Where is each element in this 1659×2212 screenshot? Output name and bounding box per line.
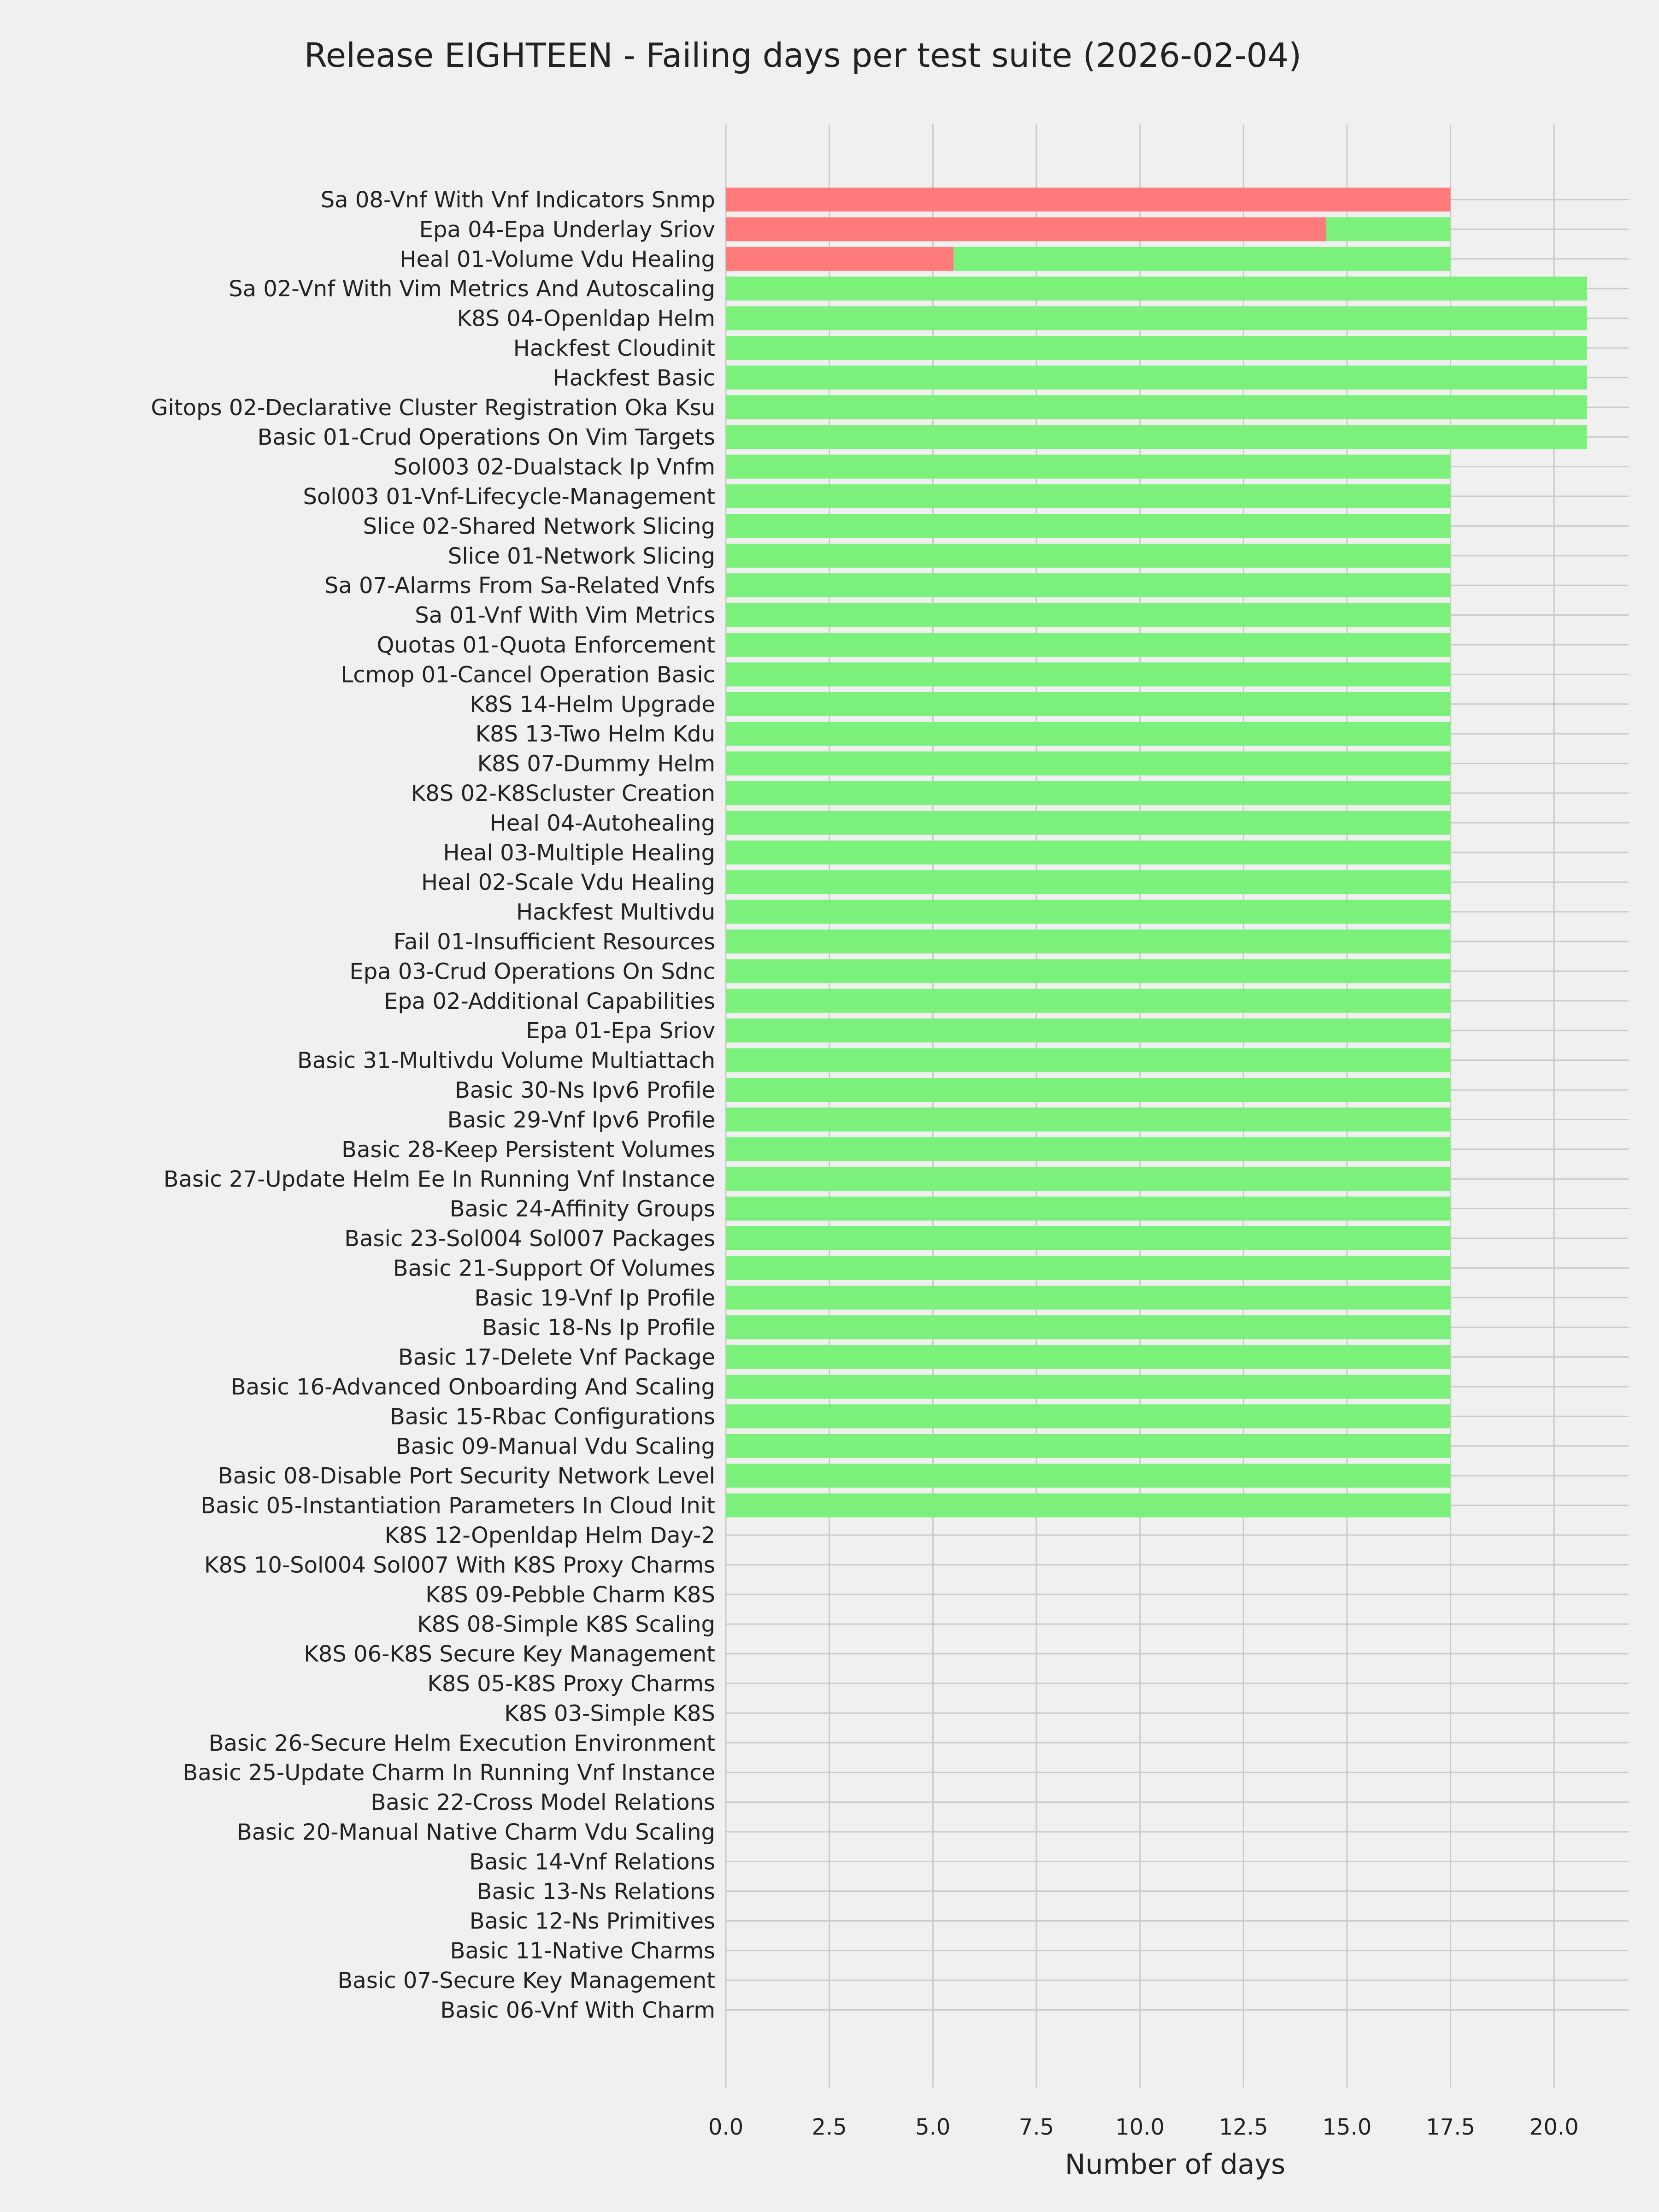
y-tick-label: K8S 05-K8S Proxy Charms bbox=[427, 1671, 715, 1697]
bar-passing bbox=[726, 1315, 1451, 1339]
y-tick-label: Basic 08-Disable Port Security Network Level bbox=[218, 1463, 715, 1489]
y-tick-label: Basic 12-Ns Primitives bbox=[469, 1908, 715, 1935]
bar-passing bbox=[726, 811, 1451, 835]
y-tick-label: Sa 08-Vnf With Vnf Indicators Snmp bbox=[320, 187, 715, 213]
y-tick-label: Basic 29-Vnf Ipv6 Profile bbox=[447, 1107, 715, 1133]
y-tick-label: Basic 14-Vnf Relations bbox=[469, 1849, 715, 1875]
bar-passing bbox=[726, 1345, 1451, 1369]
bar-passing bbox=[953, 247, 1450, 271]
y-tick-label: Heal 02-Scale Vdu Healing bbox=[421, 870, 715, 896]
bar-passing bbox=[726, 1286, 1451, 1310]
y-tick-label: Sol003 01-Vnf-Lifecycle-Management bbox=[303, 484, 715, 510]
bar-passing bbox=[726, 870, 1451, 894]
bar-passing bbox=[726, 455, 1451, 479]
bar-passing bbox=[726, 544, 1451, 568]
bar-passing bbox=[726, 336, 1587, 360]
x-tick-labels bbox=[708, 2114, 1579, 2140]
x-tick-label: 0.0 bbox=[708, 2114, 744, 2140]
y-tick-label: K8S 09-Pebble Charm K8S bbox=[425, 1582, 715, 1608]
bar-passing bbox=[726, 1464, 1451, 1488]
y-tick-label: Basic 15-Rbac Configurations bbox=[389, 1404, 715, 1430]
bar-passing bbox=[726, 1404, 1451, 1428]
y-tick-label: Hackfest Basic bbox=[553, 365, 715, 391]
y-tick-label: Basic 19-Vnf Ip Profile bbox=[474, 1285, 715, 1311]
y-tick-label: K8S 07-Dummy Helm bbox=[477, 751, 715, 777]
y-tick-label: Hackfest Cloudinit bbox=[513, 335, 715, 361]
bar-passing bbox=[726, 633, 1451, 657]
y-tick-label: K8S 10-Sol004 Sol007 With K8S Proxy Charms bbox=[204, 1552, 715, 1578]
bar-passing bbox=[726, 1494, 1451, 1518]
bar-passing bbox=[726, 573, 1451, 597]
y-tick-label: K8S 06-K8S Secure Key Management bbox=[304, 1641, 715, 1667]
y-tick-label: Basic 11-Native Charms bbox=[450, 1938, 715, 1964]
bar-passing bbox=[726, 306, 1587, 330]
y-tick-label: Basic 06-Vnf With Charm bbox=[440, 1997, 715, 2024]
y-tick-label: K8S 14-Helm Upgrade bbox=[470, 691, 715, 718]
bar-passing bbox=[726, 365, 1587, 389]
bar-failing bbox=[726, 247, 953, 271]
bar-passing bbox=[726, 1434, 1451, 1458]
y-tick-label: Gitops 02-Declarative Cluster Registration Oka Ksu bbox=[151, 394, 715, 421]
y-tick-label: Heal 03-Multiple Healing bbox=[443, 840, 715, 866]
bar-passing bbox=[726, 1107, 1451, 1131]
bar-passing bbox=[726, 989, 1451, 1013]
y-tick-label: Basic 05-Instantiation Parameters In Cloud Init bbox=[200, 1493, 715, 1519]
y-tick-label: Basic 27-Update Helm Ee In Running Vnf Instance bbox=[163, 1166, 715, 1193]
bar-passing bbox=[726, 722, 1451, 746]
y-tick-label: Basic 26-Secure Helm Execution Environment bbox=[208, 1730, 715, 1756]
bar-passing bbox=[726, 900, 1451, 924]
bar-passing bbox=[726, 514, 1451, 538]
bar-passing bbox=[726, 781, 1451, 805]
x-tick-label: 2.5 bbox=[812, 2114, 847, 2140]
y-tick-label: Epa 04-Epa Underlay Sriov bbox=[419, 217, 715, 243]
y-tick-label: Basic 24-Affinity Groups bbox=[449, 1196, 715, 1222]
bar-passing bbox=[726, 1226, 1451, 1250]
bar-passing bbox=[726, 1137, 1451, 1161]
y-tick-label: Basic 01-Crud Operations On Vim Targets bbox=[257, 424, 715, 451]
bar-passing bbox=[726, 662, 1451, 686]
bar-passing bbox=[726, 1375, 1451, 1399]
bar-passing bbox=[726, 930, 1451, 953]
y-tick-label: Sa 02-Vnf With Vim Metrics And Autoscaling bbox=[229, 276, 715, 302]
x-axis-label: Number of days bbox=[1065, 2148, 1286, 2181]
y-tick-label: Slice 01-Network Slicing bbox=[447, 543, 715, 569]
y-tick-label: Epa 02-Additional Capabilities bbox=[383, 988, 715, 1014]
bar-passing bbox=[726, 1256, 1451, 1280]
bar-passing bbox=[726, 692, 1451, 716]
x-tick-label: 7.5 bbox=[1018, 2114, 1054, 2140]
bar-passing bbox=[726, 484, 1451, 508]
bar-passing bbox=[726, 395, 1587, 419]
y-tick-label: Heal 04-Autohealing bbox=[489, 810, 715, 836]
y-tick-label: K8S 04-Openldap Helm bbox=[457, 306, 715, 332]
bar-passing bbox=[726, 603, 1451, 627]
y-tick-labels bbox=[151, 187, 715, 2023]
y-tick-label: Epa 03-Crud Operations On Sdnc bbox=[349, 959, 715, 985]
bar-passing bbox=[726, 1167, 1451, 1191]
y-tick-label: Epa 01-Epa Sriov bbox=[526, 1018, 715, 1044]
y-tick-label: K8S 03-Simple K8S bbox=[504, 1700, 715, 1727]
y-tick-label: Basic 17-Delete Vnf Package bbox=[398, 1344, 715, 1371]
y-tick-label: K8S 08-Simple K8S Scaling bbox=[417, 1612, 715, 1638]
x-tick-label: 20.0 bbox=[1529, 2114, 1579, 2140]
y-tick-label: Slice 02-Shared Network Slicing bbox=[363, 513, 715, 540]
x-tick-label: 5.0 bbox=[915, 2114, 951, 2140]
y-tick-label: Basic 20-Manual Native Charm Vdu Scaling bbox=[236, 1819, 715, 1845]
y-tick-label: K8S 13-Two Helm Kdu bbox=[475, 721, 715, 747]
bar-passing bbox=[726, 959, 1451, 983]
y-tick-label: Basic 22-Cross Model Relations bbox=[371, 1789, 715, 1816]
y-tick-label: K8S 12-Openldap Helm Day-2 bbox=[384, 1523, 715, 1548]
chart-title: Release EIGHTEEN - Failing days per test suite (2026-02-04) bbox=[304, 36, 1302, 75]
y-tick-label: Basic 16-Advanced Onboarding And Scaling bbox=[230, 1374, 715, 1400]
x-tick-label: 10.0 bbox=[1115, 2114, 1165, 2140]
y-tick-label: Basic 28-Keep Persistent Volumes bbox=[341, 1136, 715, 1163]
bar-failing bbox=[726, 217, 1326, 241]
bar-passing bbox=[726, 425, 1587, 449]
bar-passing bbox=[726, 1018, 1451, 1042]
y-tick-label: Basic 23-Sol004 Sol007 Packages bbox=[344, 1226, 715, 1252]
y-tick-label: Basic 30-Ns Ipv6 Profile bbox=[455, 1077, 715, 1103]
bar-passing bbox=[1326, 217, 1451, 241]
y-tick-label: Basic 21-Support Of Volumes bbox=[393, 1255, 715, 1282]
bar-passing bbox=[726, 752, 1451, 776]
bar-passing bbox=[726, 841, 1451, 865]
bar-passing bbox=[726, 1078, 1451, 1102]
bar-passing bbox=[726, 276, 1587, 300]
x-tick-label: 12.5 bbox=[1218, 2114, 1268, 2140]
y-tick-label: Lcmop 01-Cancel Operation Basic bbox=[341, 662, 715, 688]
y-tick-label: Sa 01-Vnf With Vim Metrics bbox=[415, 602, 715, 629]
bar-passing bbox=[726, 1197, 1451, 1221]
x-tick-label: 15.0 bbox=[1322, 2114, 1372, 2140]
y-tick-label: Sa 07-Alarms From Sa-Related Vnfs bbox=[324, 573, 715, 599]
y-tick-label: K8S 02-K8Scluster Creation bbox=[411, 781, 715, 806]
y-tick-label: Heal 01-Volume Vdu Healing bbox=[400, 246, 715, 272]
y-tick-label: Basic 31-Multivdu Volume Multiattach bbox=[297, 1047, 715, 1074]
bar-passing bbox=[726, 1048, 1451, 1072]
x-tick-label: 17.5 bbox=[1426, 2114, 1476, 2140]
y-tick-label: Fail 01-Insufficient Resources bbox=[393, 929, 715, 955]
y-tick-label: Basic 13-Ns Relations bbox=[477, 1878, 715, 1905]
y-tick-label: Basic 25-Update Charm In Running Vnf Instance bbox=[182, 1760, 715, 1786]
y-tick-label: Basic 07-Secure Key Management bbox=[337, 1968, 715, 1994]
bar-failing bbox=[726, 188, 1451, 212]
y-tick-label: Quotas 01-Quota Enforcement bbox=[377, 632, 715, 658]
y-tick-label: Sol003 02-Dualstack Ip Vnfm bbox=[393, 454, 715, 480]
y-tick-label: Basic 09-Manual Vdu Scaling bbox=[395, 1433, 715, 1459]
y-tick-label: Hackfest Multivdu bbox=[516, 899, 715, 925]
y-tick-label: Basic 18-Ns Ip Profile bbox=[482, 1315, 715, 1341]
